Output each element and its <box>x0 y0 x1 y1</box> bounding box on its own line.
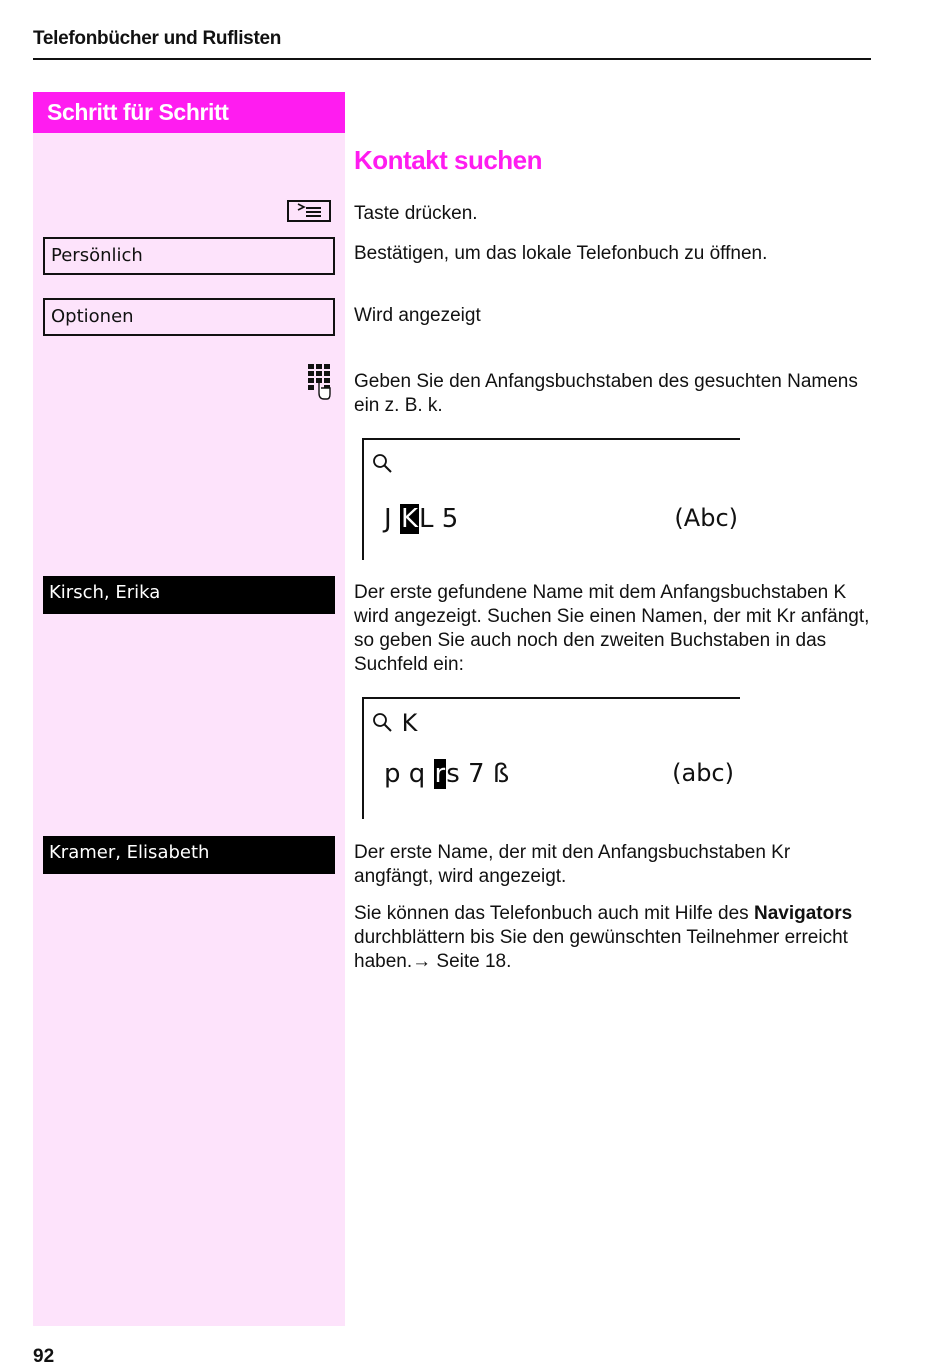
menu-key-icon <box>287 200 331 227</box>
header-rule <box>33 58 871 60</box>
search-icon <box>372 709 402 737</box>
search-icon <box>372 450 394 478</box>
key-letters-row-2 <box>384 759 509 789</box>
key-letters-after: s 7 ß <box>446 759 510 789</box>
search-field-2 <box>372 709 417 737</box>
sidebar-column <box>33 92 345 1326</box>
search-field-1 <box>372 450 394 478</box>
step-text-6: Der erste Name, der mit den Anfangsbuchstaben Kr angfängt, wird angezeigt. <box>354 842 791 887</box>
input-mode-2: (abc) <box>672 759 734 787</box>
step7-text-start: Sie können das Telefonbuch auch mit Hilfe des <box>354 903 754 924</box>
search-display-2 <box>362 697 740 819</box>
search-text-2: K <box>401 709 418 737</box>
step-text-4: Geben Sie den Anfangsbuchstaben des gesuchten Namens ein z. B. k. <box>354 371 858 416</box>
display-key-persoenlich[interactable]: Persönlich <box>43 237 335 275</box>
keypad-icon <box>307 363 333 406</box>
step-text-2: Bestätigen, um das lokale Telefonbuch zu öffnen. <box>354 243 768 264</box>
running-header: Telefonbücher und Ruflisten <box>33 28 282 49</box>
key-letters-after: L 5 <box>419 504 459 534</box>
page-number: 92 <box>33 1346 55 1367</box>
selected-letter: r <box>434 759 446 789</box>
navigator-term: Navigators <box>753 903 853 924</box>
display-key-optionen[interactable]: Optionen <box>43 298 335 336</box>
page-reference-link[interactable]: Seite 18. <box>431 951 512 972</box>
step-text-3: Wird angezeigt <box>354 305 481 326</box>
sidebar-heading: Schritt für Schritt <box>33 92 345 133</box>
arrow-right-icon: → <box>412 951 432 972</box>
search-display-1 <box>362 438 740 560</box>
step7-text-end: durchblättern bis Sie den gewünschten Teilnehmer erreicht haben. <box>354 927 848 972</box>
step-text-7 <box>354 902 874 974</box>
key-letters-before: p q <box>384 759 434 789</box>
result-kirsch[interactable]: Kirsch, Erika <box>43 576 335 614</box>
result-kramer[interactable]: Kramer, Elisabeth <box>43 836 335 874</box>
key-letters-before: J <box>384 504 400 534</box>
step-text-1: Taste drücken. <box>354 203 478 224</box>
selected-letter: K <box>400 504 418 534</box>
input-mode-1: (Abc) <box>674 504 738 532</box>
key-letters-row-1 <box>384 504 458 534</box>
section-title: Kontakt suchen <box>354 145 543 175</box>
step-text-5: Der erste gefundene Name mit dem Anfangsbuchstaben K wird angezeigt. Suchen Sie einen Namen, der mit Kr anfängt, so geben Sie auch noch den zweiten Buchstaben in das Suchfeld ein: <box>354 582 870 675</box>
